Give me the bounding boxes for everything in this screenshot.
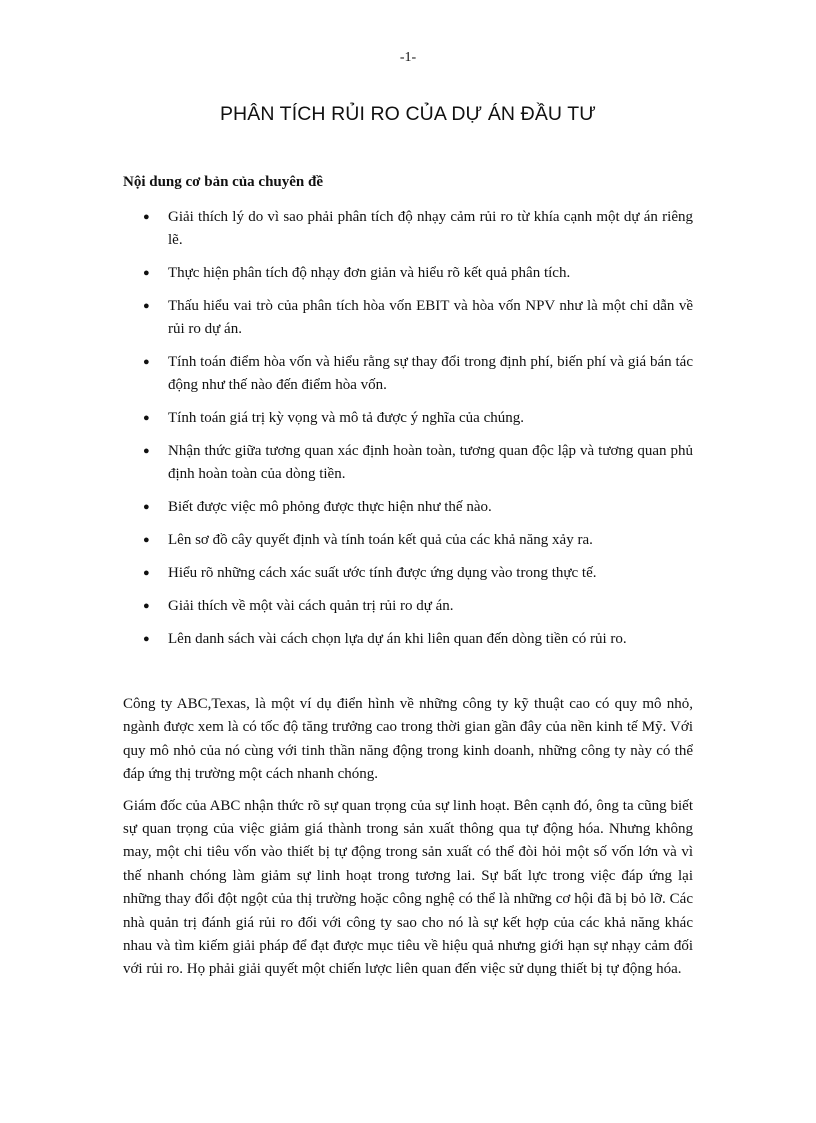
list-item (123, 295, 693, 341)
list-item-text: Lên danh sách vài cách chọn lựa dự án khi liên quan đến dòng tiền có rủi ro. (168, 631, 627, 647)
list-item (123, 628, 693, 651)
page-number: -1- (399, 50, 417, 65)
bullet-icon: ● (143, 567, 150, 579)
bullet-icon: ● (143, 633, 150, 645)
bullet-icon: ● (143, 600, 150, 612)
list-item-text: Giải thích lý do vì sao phải phân tích độ nhạy cảm rủi ro từ khía cạnh một dự án riêng lẽ. (168, 209, 693, 248)
bullet-icon: ● (143, 356, 150, 368)
list-item-text: Thực hiện phân tích độ nhạy đơn giản và hiểu rõ kết quả phân tích. (168, 265, 571, 281)
bullet-icon: ● (143, 300, 150, 312)
list-item (123, 407, 693, 430)
section-heading: Nội dung cơ bản của chuyên đề (123, 174, 324, 190)
body-text (123, 693, 693, 990)
bullet-icon: ● (143, 267, 150, 279)
paragraph: Giám đốc của ABC nhận thức rõ sự quan trọng của sự linh hoạt. Bên cạnh đó, ông ta cũng biết sự quan trọng của việc giảm giá thành trong sản xuất thông qua tự động hóa. Nhưng không may, một chi tiêu vốn vào thiết bị tự động trong sản xuất có thể đòi hỏi một số vốn lớn và vì thế nhanh chóng làm giảm sự linh hoạt trong tương lai. Sự bất lực trong việc đáp ứng lại những thay đổi đột ngột của thị trường hoặc công nghệ có thể là những cơ hội đã bị bỏ lỡ. Các nhà quản trị đánh giá rủi ro đối với công ty sao cho nó là sự kết hợp của các khả năng khác nhau và tìm kiếm giải pháp để đạt được mục tiêu về hiệu quả nhưng giới hạn sự nhạy cảm đối với rủi ro. Họ phải giải quyết một chiến lược liên quan đến việc sử dụng thiết bị tự động hóa. (123, 797, 693, 978)
list-item-text: Tính toán giá trị kỳ vọng và mô tả được ý nghĩa của chúng. (168, 410, 524, 426)
bullet-icon: ● (143, 501, 150, 513)
list-item-text: Hiểu rõ những cách xác suất ước tính được ứng dụng vào trong thực tế. (168, 565, 597, 581)
bullet-icon: ● (143, 445, 150, 457)
list-item-text: Giải thích về một vài cách quản trị rủi ro dự án. (168, 598, 454, 614)
list-item-text: Lên sơ đồ cây quyết định và tính toán kết quả của các khả năng xảy ra. (168, 532, 593, 548)
list-item (123, 262, 693, 285)
list-item (123, 351, 693, 397)
list-item-text: Thấu hiểu vai trò của phân tích hòa vốn EBIT và hòa vốn NPV như là một chỉ dẫn về rủi ro dự án. (168, 298, 693, 337)
document-title: PHÂN TÍCH RỦI RO CỦA DỰ ÁN ĐẦU TƯ (219, 103, 597, 125)
bullet-icon: ● (143, 211, 150, 223)
list-item (123, 440, 693, 486)
bullet-icon: ● (143, 412, 150, 424)
bullet-icon: ● (143, 534, 150, 546)
paragraph: Công ty ABC,Texas, là một ví dụ điển hình về những công ty kỹ thuật cao có quy mô nhỏ, ngành được xem là có tốc độ tăng trưởng cao trong thời gian gần đây của nền kinh tế Mỹ. Với quy mô nhỏ của nó cùng với tinh thần năng động trong kinh doanh, những công ty này có thể đáp ứng thị trường một cách nhanh chóng. (123, 696, 693, 783)
list-item (123, 496, 693, 519)
list-item (123, 595, 693, 618)
list-item-text: Biết được việc mô phỏng được thực hiện như thế nào. (168, 499, 492, 515)
list-item-text: Tính toán điểm hòa vốn và hiểu rằng sự thay đổi trong định phí, biến phí và giá bán tác động như thế nào đến điểm hòa vốn. (168, 354, 693, 393)
list-item (123, 529, 693, 552)
list-item (123, 562, 693, 585)
objectives-list (123, 206, 693, 661)
list-item-text: Nhận thức giữa tương quan xác định hoàn toàn, tương quan độc lập và tương quan phủ định hoàn toàn của dòng tiền. (168, 443, 693, 482)
list-item (123, 206, 693, 252)
